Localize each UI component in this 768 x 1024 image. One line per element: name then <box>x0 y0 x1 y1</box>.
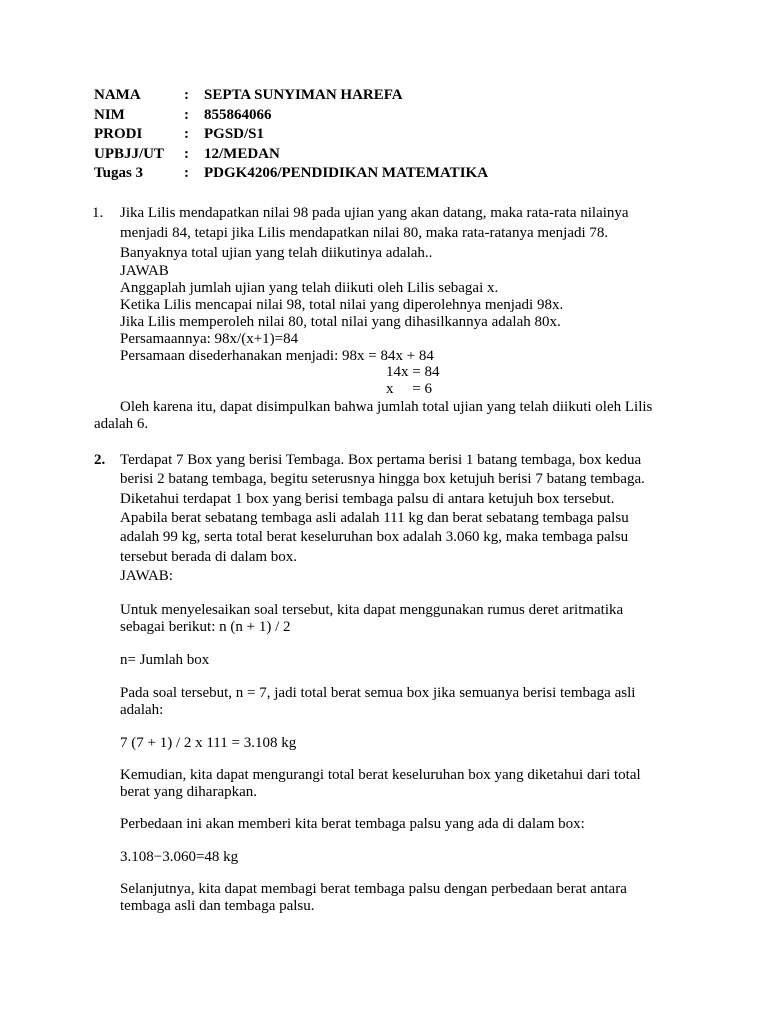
question-line: Apabila berat sebatang tembaga asli adalah 111 kg dan berat sebatang tembaga palsu <box>120 510 629 526</box>
info-row-nim <box>94 106 488 126</box>
info-label: UPBJJ/UT <box>94 145 165 162</box>
answer-line: n= Jumlah box <box>120 652 210 668</box>
question-line: berisi 2 batang tembaga, begitu seterusnya hingga box ketujuh berisi 7 batang tembaga. <box>120 471 645 487</box>
answer-line: Selanjutnya, kita dapat membagi berat tembaga palsu dengan perbedaan berat antara <box>120 881 627 897</box>
info-label: NAMA <box>94 87 141 103</box>
question-line: Banyaknya total ujian yang telah diikutinya adalah.. <box>120 245 433 261</box>
question-line: Diketahui terdapat 1 box yang berisi tembaga palsu di antara ketujuh box tersebut. <box>120 491 615 507</box>
info-value: PGSD/S1 <box>204 126 265 142</box>
answer-line: Untuk menyelesaikan soal tersebut, kita dapat menggunakan rumus deret aritmatika <box>120 602 624 618</box>
student-info <box>94 86 488 184</box>
answer-line: 7 (7 + 1) / 2 x 111 = 3.108 kg <box>120 735 297 751</box>
info-colon: : <box>184 126 189 142</box>
info-label: PRODI <box>94 126 143 142</box>
info-colon: : <box>184 106 189 123</box>
answer-line: Ketika Lilis mencapai nilai 98, total nilai yang diperolehnya menjadi 98x. <box>120 297 564 313</box>
question-line: Terdapat 7 Box yang berisi Tembaga. Box pertama berisi 1 batang tembaga, box kedua <box>120 452 642 468</box>
answer-line: adalah: <box>120 702 164 718</box>
answer-line: Persamaan disederhanakan menjadi: 98x = 84x + 84 <box>120 348 434 364</box>
question-line: tersebut berada di dalam box. <box>120 549 298 565</box>
answer-line: Persamaannya: 98x/(x+1)=84 <box>120 331 299 347</box>
info-colon: : <box>184 165 189 181</box>
answer-line: Perbedaan ini akan memberi kita berat tembaga palsu yang ada di dalam box: <box>120 816 585 832</box>
question-number: 1. <box>92 205 104 221</box>
answer-line: Pada soal tersebut, n = 7, jadi total berat semua box jika semuanya berisi tembaga asli <box>120 685 636 701</box>
info-colon: : <box>184 87 189 103</box>
answer-line: Anggaplah jumlah ujian yang telah diikuti oleh Lilis sebagai x. <box>120 280 499 296</box>
equation-line: 14x = 84 <box>386 364 440 380</box>
info-row-nama <box>94 86 488 106</box>
answer-heading: JAWAB: <box>120 568 173 584</box>
conclusion-line: Oleh karena itu, dapat disimpulkan bahwa jumlah total ujian yang telah diikuti oleh Lilis <box>120 399 653 415</box>
info-label: Tugas 3 <box>94 165 144 181</box>
answer-line: tembaga asli dan tembaga palsu. <box>120 898 315 914</box>
question-line: adalah 99 kg, serta total berat keseluruhan box adalah 3.060 kg, maka tembaga palsu <box>120 529 629 545</box>
info-row-upbjj <box>94 145 488 165</box>
answer-line: Jika Lilis memperoleh nilai 80, total nilai yang dihasilkannya adalah 80x. <box>120 314 561 330</box>
info-value: 855864066 <box>204 106 272 123</box>
question-number: 2. <box>94 452 106 468</box>
conclusion-line: adalah 6. <box>94 416 149 432</box>
answer-line: berat yang diharapkan. <box>120 784 258 800</box>
equation-line: x = 6 <box>386 381 432 397</box>
question-line: Jika Lilis mendapatkan nilai 98 pada ujian yang akan datang, maka rata-rata nilainya <box>120 205 629 221</box>
info-colon: : <box>184 145 189 162</box>
answer-line: Kemudian, kita dapat mengurangi total berat keseluruhan box yang diketahui dari total <box>120 767 641 783</box>
info-label: NIM <box>94 106 125 123</box>
info-row-tugas <box>94 164 488 184</box>
info-row-prodi <box>94 125 488 145</box>
info-value: 12/MEDAN <box>204 145 280 162</box>
question-line: menjadi 84, tetapi jika Lilis mendapatkan nilai 80, maka rata-ratanya menjadi 78. <box>120 225 609 241</box>
info-value: SEPTA SUNYIMAN HAREFA <box>204 87 403 103</box>
answer-line: 3.108−3.060=48 kg <box>120 849 239 865</box>
answer-heading: JAWAB <box>120 263 169 279</box>
info-value: PDGK4206/PENDIDIKAN MATEMATIKA <box>204 165 489 181</box>
answer-line: sebagai berikut: n (n + 1) / 2 <box>120 619 291 635</box>
